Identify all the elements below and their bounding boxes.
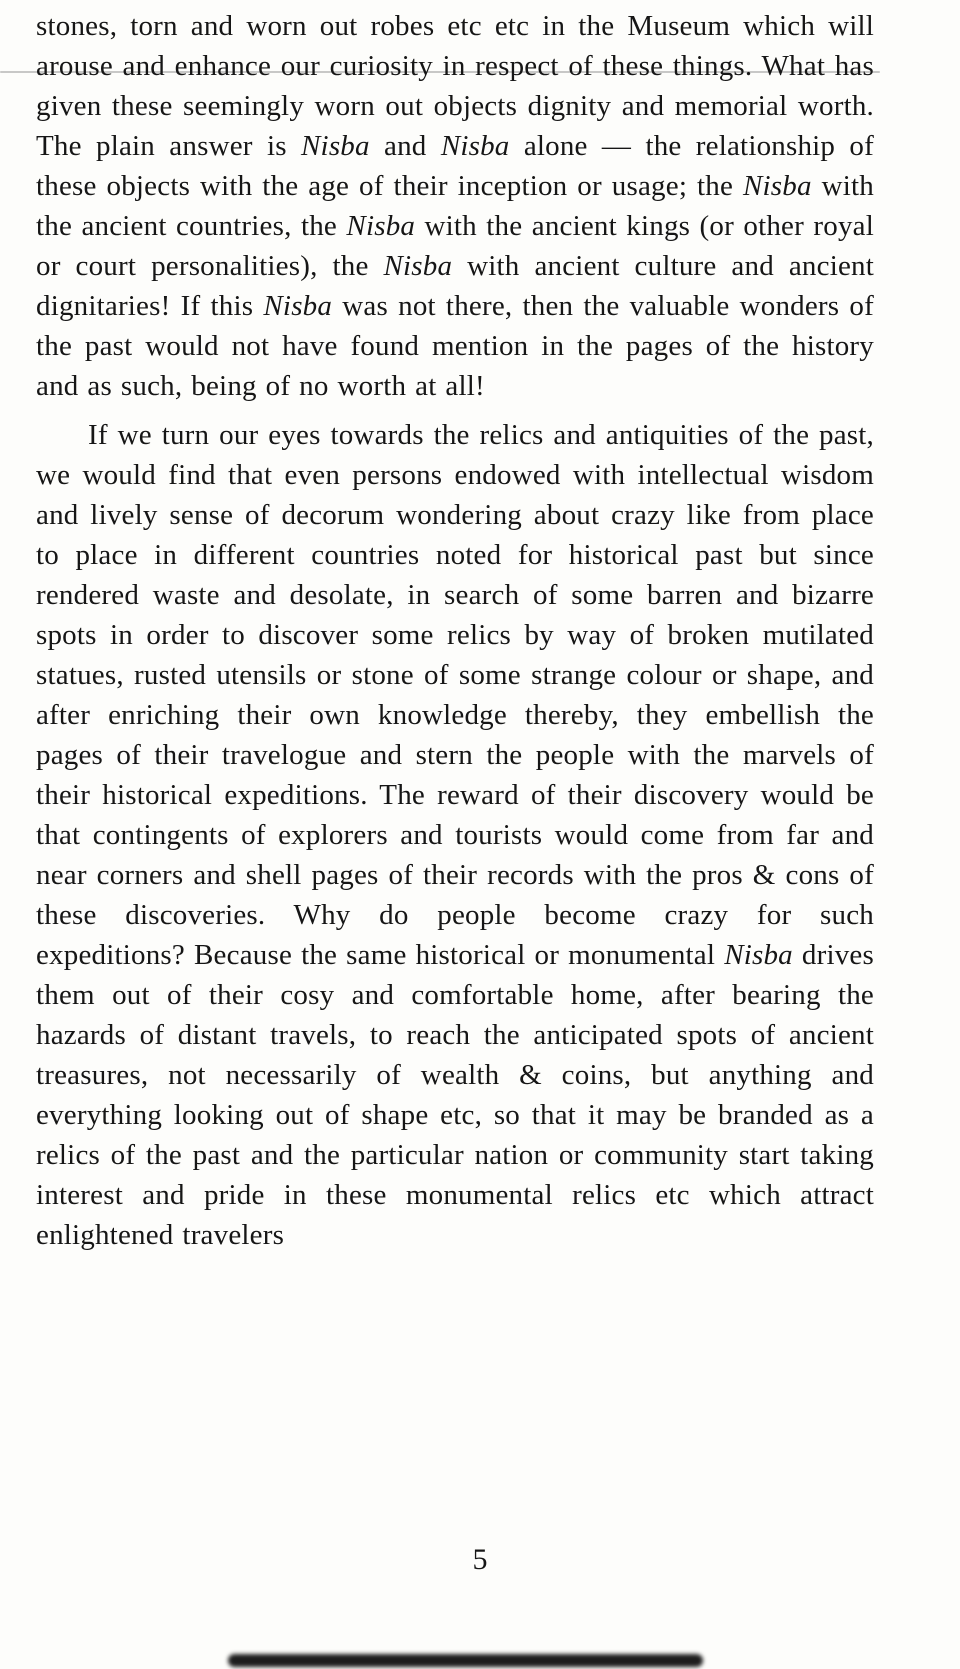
page-number: 5 xyxy=(472,1543,488,1576)
scan-artifact-bottom xyxy=(228,1654,703,1667)
text-run: with the ancient countries, the xyxy=(36,170,874,242)
text-run: with ancient culture and ancient dignitaries! If this xyxy=(36,250,874,322)
italic-term: Nisba xyxy=(724,939,793,971)
italic-term: Nisba xyxy=(743,170,812,202)
text-run: alone — the relationship of these objects with the age of their inception or usage; the xyxy=(36,130,874,202)
italic-term: Nisba xyxy=(383,250,453,282)
text-run: was not there, then the valuable wonders of the past would not have found mention in the pages of the history and as such, being of no worth at all! xyxy=(36,290,874,402)
italic-term: Nisba xyxy=(301,130,370,162)
text-run: drives them out of their cosy and comfortable home, after bearing the hazards of distant travels, to reach the anticipated spots of ancient treasures, not necessarily of wealth & coins, but anything and everything looking out of shape etc, so that it may be branded as a relics of the past and the particular nation or community start taking interest and pride in these monumental relics etc which attract enlightened travelers xyxy=(36,939,874,1251)
paragraph xyxy=(36,6,874,406)
text-run: and xyxy=(369,130,441,162)
page-text xyxy=(36,6,874,1255)
italic-term: Nisba xyxy=(440,130,510,162)
italic-term: Nisba xyxy=(346,210,416,242)
text-run: stones, torn and worn out robes etc etc in the Museum which will arouse and enhance our curiosity in respect of these things. What has given these seemingly worn out objects dignity and memorial worth. The plain answer is xyxy=(36,10,874,162)
text-run: with the ancient kings (or other royal or court personalities), the xyxy=(36,210,874,282)
paragraph xyxy=(36,415,874,1255)
italic-term: Nisba xyxy=(263,290,333,322)
text-run: If we turn our eyes towards the relics and antiquities of the past, we would find that even persons endowed with intellectual wisdom and lively sense of decorum wondering about crazy like from place to place in different countries noted for historical past but since rendered waste and desolate, in search of some barren and bizarre spots in order to discover some relics by way of broken mutilated statues, rusted utensils or stone of some strange colour or shape, and after enriching their own knowledge thereby, they embellish the pages of their travelogue and stern the people with the marvels of their historical expeditions. The reward of their discovery would be that contingents of explorers and tourists would come from far and near corners and shell pages of their records with the pros & cons of these discoveries. Why do people become crazy for such expeditions? Because the same historical or monumental xyxy=(36,419,874,971)
